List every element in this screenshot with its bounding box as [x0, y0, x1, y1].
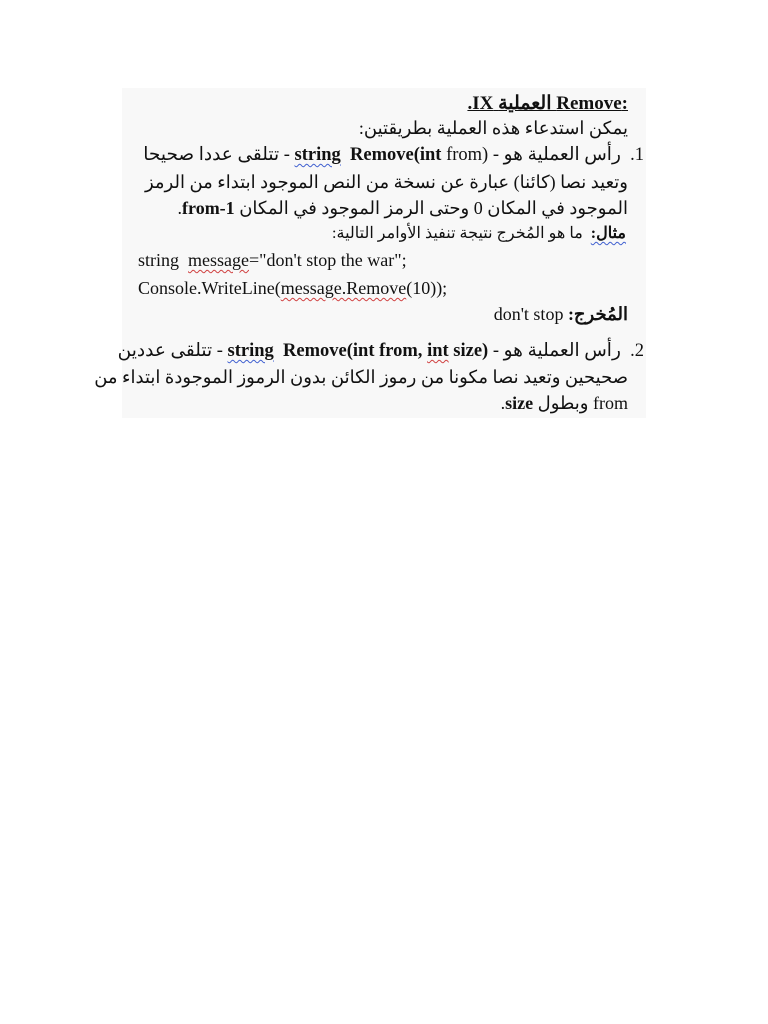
- item-1-line-3: الموجود في المكان 0 وحتى الرمز الموجود في المكان from-1.: [177, 198, 628, 218]
- code-line-1: string message="don't stop the war";: [138, 250, 407, 270]
- section-heading: :Remove العملية .IX: [467, 93, 628, 114]
- item-2-line-2: صحيحين وتعيد نصا مكونا من رموز الكائن بدون الرموز الموجودة ابتداء من: [94, 367, 628, 387]
- item-1-line-2: وتعيد نصا (كائنا) عبارة عن نسخة من النص الموجود ابتداء من الرمز: [144, 172, 628, 192]
- item-2-line-1: .2 رأس العملية هو - string Remove(int from, int size) - تتلقى عددين: [117, 341, 644, 361]
- item-1-line-1: .1 رأس العملية هو - string Remove(int from) - تتلقى عددا صحيحا: [143, 145, 644, 165]
- output-line: المُخرج: don't stop: [493, 304, 628, 324]
- intro-text: يمكن استدعاء هذه العملية بطريقتين:: [358, 118, 628, 138]
- example-line: مثال: ما هو المُخرج نتيجة تنفيذ الأوامر التالية:: [332, 225, 626, 242]
- item-2-line-3: from وبطول size.: [500, 393, 628, 413]
- code-line-2: Console.WriteLine(message.Remove(10));: [138, 278, 448, 298]
